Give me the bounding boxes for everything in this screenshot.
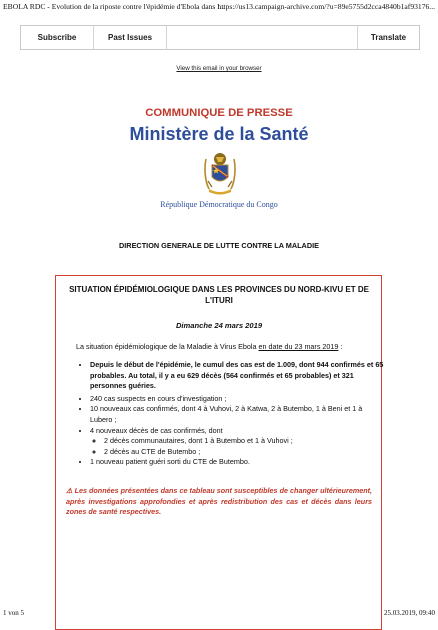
- nav-divider: [166, 26, 167, 49]
- republic-name: République Démocratique du Congo: [160, 200, 278, 209]
- past-issues-button[interactable]: Past Issues: [107, 33, 153, 42]
- list-item: • 240 cas suspects en cours d'investigation ;: [90, 394, 385, 405]
- list-item: • 10 nouveaux cas confirmés, dont 4 à Vuhovi, 2 à Katwa, 2 à Butembo, 1 à Beni et 1 à Lubero ;: [90, 404, 385, 425]
- browser-page-title: EBOLA RDC - Evolution de la riposte contre l'épidémie d'Ebola dans l...: [3, 2, 226, 11]
- list-item-text: 4 nouveaux décès de cas confirmés, dont: [90, 425, 223, 435]
- list-item: [90, 426, 385, 458]
- list-item: ◦ 2 décès au CTE de Butembo ;: [104, 447, 385, 458]
- report-bullet-list: [78, 360, 385, 468]
- view-in-browser-link[interactable]: View this email in your browser: [176, 65, 262, 72]
- report-title: SITUATION ÉPIDÉMIOLOGIQUE DANS LES PROVINCES DU NORD-KIVU ET DE L'ITURI: [69, 285, 369, 305]
- warning-icon: ⚠: [66, 486, 73, 495]
- coat-of-arms-emblem: [202, 151, 238, 197]
- disclaimer-text: Les données présentées dans ce tableau sont susceptibles de changer ultérieurement, après investigations approfondies et après redistribution des cas et décès dans leurs zones de santé respectives.: [66, 486, 372, 517]
- intro-date-underlined: en date du 23 mars 2019: [258, 342, 339, 351]
- directorate-heading: DIRECTION GENERALE DE LUTTE CONTRE LA MALADIE: [119, 241, 319, 250]
- translate-button[interactable]: Translate: [370, 33, 407, 42]
- campaign-nav-bar: [20, 25, 420, 50]
- sub-bullet-list: [90, 436, 385, 457]
- list-item: • Depuis le début de l'épidémie, le cumul des cas est de 1.009, dont 944 confirmés et 65 probables. Au total, il y a eu 629 décès (564 confirmés et 65 probables) et 321 personnes guéries.: [90, 360, 385, 392]
- report-date: Dimanche 24 mars 2019: [175, 321, 263, 330]
- ministry-title: Ministère de la Santé: [129, 124, 309, 144]
- print-page-number: 1 von 5: [3, 609, 24, 617]
- subscribe-button[interactable]: Subscribe: [37, 33, 77, 42]
- report-intro: [76, 342, 376, 352]
- list-item: ◦ 2 décès communautaires, dont 1 à Butembo et 1 à Vuhovi ;: [104, 436, 385, 447]
- browser-page-url: https://us13.campaign-archive.com/?u=89e5755d2cca4840b1af93176...: [217, 2, 435, 11]
- print-timestamp: 25.03.2019, 09:40: [384, 609, 435, 617]
- intro-prefix: La situation épidémiologique de la Maladie à Virus Ebola: [76, 342, 259, 351]
- list-item: • 1 nouveau patient guéri sorti du CTE de Butembo.: [90, 457, 385, 468]
- data-disclaimer: [66, 486, 372, 518]
- press-release-heading: COMMUNIQUE DE PRESSE: [145, 107, 293, 119]
- intro-suffix: :: [338, 342, 343, 351]
